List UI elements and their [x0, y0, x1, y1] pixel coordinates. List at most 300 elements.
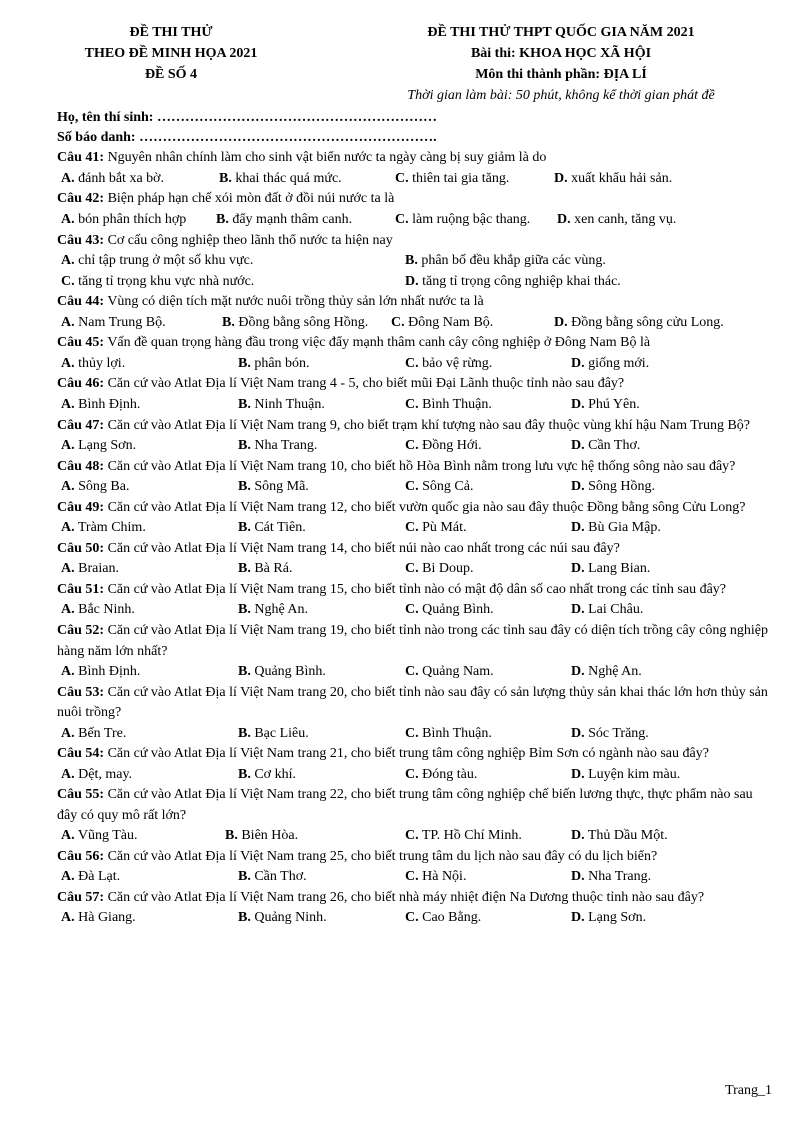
question-label: Câu 42: — [57, 191, 105, 207]
answer-option — [405, 908, 481, 929]
option-text: Sóc Trăng. — [588, 725, 649, 741]
option-text: Nghệ An. — [588, 664, 642, 679]
option-text: Sông Cả. — [422, 479, 474, 495]
option-key: B. — [222, 314, 235, 330]
question-label: Câu 56: — [57, 848, 105, 864]
question-text: Nguyên nhân chính làm cho sinh vật biển nước ta ngày càng bị suy giảm là do — [107, 150, 547, 166]
option-text: xen canh, tăng vụ. — [574, 211, 677, 227]
option-key: D. — [571, 396, 585, 412]
option-key: D. — [554, 314, 568, 330]
answer-option — [61, 477, 129, 498]
question-list — [57, 148, 775, 929]
answer-option — [61, 600, 135, 621]
option-text: Nha Trang. — [254, 438, 318, 454]
question-stem — [57, 683, 775, 724]
option-text: Đồng Hới. — [422, 438, 482, 454]
header-exam-subject-group: Bài thi: KHOA HỌC XÃ HỘI — [470, 46, 652, 61]
answer-option — [216, 210, 352, 231]
option-key: B. — [238, 766, 251, 782]
option-key: C. — [395, 170, 409, 186]
question-label: Câu 57: — [57, 889, 105, 905]
answer-option — [557, 210, 676, 231]
answer-option — [405, 436, 482, 457]
option-key: B. — [238, 602, 251, 618]
option-key: B. — [238, 520, 251, 536]
option-text: Lạng Sơn. — [78, 438, 137, 454]
exam-content — [57, 108, 775, 929]
answer-option — [238, 518, 306, 539]
option-key: A. — [61, 314, 75, 330]
option-text: Hà Nội. — [422, 869, 467, 885]
option-text: Đà Lạt. — [78, 869, 121, 885]
answer-option — [571, 477, 655, 498]
option-text: Nghệ An. — [254, 602, 309, 618]
answer-option — [405, 518, 466, 539]
question-stem — [57, 333, 775, 354]
answer-option — [571, 724, 649, 745]
answer-option — [61, 559, 119, 580]
question-label: Câu 52: — [57, 623, 105, 638]
answer-option — [61, 662, 140, 683]
answer-option — [222, 313, 368, 334]
answer-option — [219, 169, 342, 190]
header-exam-type: ĐỀ THI THỬ — [129, 25, 213, 40]
option-key: B. — [238, 355, 251, 371]
option-row — [57, 169, 775, 190]
question-stem — [57, 189, 775, 210]
option-text: Bình Định. — [78, 396, 141, 412]
answer-option — [405, 395, 492, 416]
option-key: B. — [219, 170, 232, 186]
option-key: D. — [571, 725, 585, 741]
option-text: Cần Thơ. — [254, 869, 307, 885]
question-text: Căn cứ vào Atlat Địa lí Việt Nam trang 20, cho biết tỉnh nào sau đây có sản lượng thủy sản khai thác lớn hơn thủy sản nuôi trồng? — [57, 684, 768, 721]
question-stem — [57, 621, 775, 662]
question-text: Căn cứ vào Atlat Địa lí Việt Nam trang 4 - 5, cho biết mũi Đại Lãnh thuộc tỉnh nào sau đây? — [107, 376, 625, 392]
option-text: Bi Doup. — [422, 561, 474, 577]
option-key: C. — [395, 211, 409, 227]
option-key: B. — [238, 869, 251, 885]
option-key: D. — [571, 602, 585, 618]
answer-option — [61, 518, 146, 539]
option-key: D. — [571, 828, 585, 844]
option-text: Quảng Bình. — [254, 664, 326, 679]
question-block — [57, 416, 775, 457]
option-key: B. — [238, 438, 251, 454]
option-text: Ninh Thuận. — [254, 396, 325, 412]
option-text: Pù Mát. — [422, 520, 467, 536]
question-text: Cơ cấu công nghiệp theo lãnh thổ nước ta hiện nay — [107, 232, 393, 248]
option-text: Đông Nam Bộ. — [408, 314, 494, 330]
option-key: C. — [405, 766, 419, 782]
question-stem — [57, 374, 775, 395]
header-right — [341, 22, 781, 106]
option-text: Braian. — [78, 561, 119, 577]
option-text: Tràm Chim. — [77, 520, 146, 536]
question-label: Câu 45: — [57, 335, 105, 351]
answer-option — [571, 826, 668, 847]
option-key: B. — [238, 396, 251, 412]
header-exam-basis: THEO ĐỀ MINH HỌA 2021 — [84, 46, 258, 61]
option-text: Vũng Tàu. — [77, 828, 138, 844]
question-block — [57, 292, 775, 333]
option-text: Phú Yên. — [588, 396, 640, 412]
question-block — [57, 888, 775, 929]
option-key: B. — [238, 910, 251, 926]
option-text: đánh bắt xa bờ. — [78, 170, 165, 186]
answer-option — [61, 354, 125, 375]
option-key: B. — [238, 479, 251, 495]
question-text: Căn cứ vào Atlat Địa lí Việt Nam trang 14, cho biết núi nào cao nhất trong các núi sau đây? — [107, 540, 620, 556]
option-key: C. — [405, 355, 419, 371]
option-row — [57, 765, 775, 786]
answer-option — [238, 477, 309, 498]
question-text: Căn cứ vào Atlat Địa lí Việt Nam trang 26, cho biết nhà máy nhiệt điện Na Dương thuộc tỉnh nào sau đây? — [107, 889, 705, 905]
answer-option — [405, 272, 621, 293]
option-text: Quảng Bình. — [422, 602, 494, 618]
option-row — [57, 210, 775, 231]
candidate-id-field: Số báo danh: ………………………………………………………. — [57, 130, 437, 146]
option-key: C. — [391, 314, 405, 330]
option-key: C. — [405, 869, 419, 885]
option-text: Bắc Ninh. — [78, 602, 135, 618]
answer-option — [61, 313, 166, 334]
question-block — [57, 457, 775, 498]
question-label: Câu 46: — [57, 376, 105, 392]
question-label: Câu 53: — [57, 684, 105, 700]
option-row — [57, 518, 775, 539]
answer-option — [238, 559, 292, 580]
question-text: Căn cứ vào Atlat Địa lí Việt Nam trang 10, cho biết hồ Hòa Bình nằm trong lưu vực hệ thống sông nào sau đây? — [107, 458, 736, 474]
question-label: Câu 55: — [57, 787, 105, 803]
question-stem — [57, 416, 775, 437]
answer-option — [405, 662, 494, 683]
option-text: Thủ Dầu Một. — [587, 828, 668, 844]
option-text: Lai Châu. — [588, 602, 644, 618]
answer-option — [238, 600, 308, 621]
option-key: D. — [571, 869, 585, 885]
question-block — [57, 498, 775, 539]
answer-option — [571, 395, 640, 416]
option-text: Sông Hồng. — [588, 479, 656, 495]
answer-option — [238, 765, 296, 786]
option-key: A. — [61, 602, 75, 618]
answer-option — [61, 908, 136, 929]
option-text: đẩy mạnh thâm canh. — [232, 211, 353, 227]
answer-option — [405, 867, 466, 888]
answer-option — [61, 867, 120, 888]
option-key: C. — [405, 725, 419, 741]
answer-option — [405, 354, 492, 375]
option-key: A. — [61, 170, 75, 186]
option-key: D. — [554, 170, 568, 186]
option-text: phân bố đều khắp giữa các vùng. — [421, 253, 606, 269]
option-key: D. — [571, 355, 585, 371]
answer-option — [238, 436, 317, 457]
option-text: Nha Trang. — [588, 869, 652, 885]
question-text: Vấn đề quan trọng hàng đầu trong việc đẩy mạnh thâm canh cây công nghiệp ở Đông Nam Bộ là — [107, 335, 651, 351]
question-text: Căn cứ vào Atlat Địa lí Việt Nam trang 12, cho biết vườn quốc gia nào sau đây thuộc Đồng bằng sông Cửu Long? — [107, 499, 746, 515]
option-row — [57, 724, 775, 745]
answer-option — [571, 765, 680, 786]
answer-option — [571, 662, 642, 683]
option-text: Bà Rá. — [254, 561, 293, 577]
answer-option — [405, 477, 473, 498]
option-text: Quảng Nam. — [422, 664, 494, 679]
option-text: Quảng Ninh. — [254, 910, 327, 926]
option-row — [57, 354, 775, 375]
option-key: A. — [61, 396, 75, 412]
question-stem — [57, 744, 775, 765]
question-stem — [57, 231, 775, 252]
answer-option — [225, 826, 298, 847]
answer-option — [405, 724, 492, 745]
header-exam-number: ĐỀ SỐ 4 — [144, 67, 198, 82]
question-label: Câu 50: — [57, 540, 105, 556]
answer-option — [61, 251, 253, 272]
answer-option — [571, 354, 649, 375]
option-row — [57, 251, 775, 272]
option-text: Cần Thơ. — [588, 438, 641, 454]
option-row — [57, 826, 775, 847]
option-text: Cơ khí. — [254, 766, 296, 782]
answer-option — [395, 169, 509, 190]
answer-option — [405, 251, 606, 272]
option-text: Luyện kim màu. — [588, 766, 681, 782]
option-text: Sông Ba. — [78, 479, 130, 495]
page-number: Trang_1 — [725, 1083, 772, 1098]
answer-option — [571, 518, 661, 539]
answer-option — [61, 210, 186, 231]
answer-option — [238, 395, 325, 416]
option-text: Cao Bằng. — [422, 910, 482, 926]
option-text: TP. Hồ Chí Minh. — [421, 828, 522, 844]
option-text: Bình Thuận. — [422, 396, 492, 412]
answer-option — [571, 559, 650, 580]
option-key: A. — [61, 355, 75, 371]
answer-option — [405, 600, 494, 621]
option-key: D. — [571, 561, 585, 577]
option-text: Bù Gia Mập. — [588, 520, 661, 536]
option-key: A. — [61, 910, 75, 926]
header-exam-title: ĐỀ THI THỬ THPT QUỐC GIA NĂM 2021 — [427, 25, 695, 40]
question-stem — [57, 498, 775, 519]
option-key: A. — [61, 828, 75, 844]
option-key: A. — [61, 438, 75, 454]
option-key: C. — [405, 438, 419, 454]
question-text: Căn cứ vào Atlat Địa lí Việt Nam trang 25, cho biết trung tâm du lịch nào sau đây có du lịch biển? — [107, 848, 658, 864]
option-key: A. — [61, 520, 75, 536]
option-text: Nam Trung Bộ. — [78, 314, 166, 330]
answer-option — [61, 395, 140, 416]
question-stem — [57, 847, 775, 868]
header-exam-subject: Môn thi thành phần: ĐỊA LÍ — [475, 67, 647, 82]
question-label: Câu 49: — [57, 499, 105, 515]
option-text: Bình Thuận. — [422, 725, 492, 741]
answer-option — [238, 662, 326, 683]
option-key: B. — [225, 828, 238, 844]
question-text: Căn cứ vào Atlat Địa lí Việt Nam trang 21, cho biết trung tâm công nghiệp Bỉm Sơn có ngành nào sau đây? — [107, 746, 709, 762]
option-key: C. — [405, 602, 419, 618]
candidate-name-field: Họ, tên thí sinh: …………………………………………………… — [57, 110, 437, 125]
option-key: B. — [238, 561, 251, 577]
option-key: A. — [61, 211, 75, 227]
answer-option — [571, 600, 643, 621]
question-stem — [57, 457, 775, 478]
option-key: A. — [61, 725, 75, 741]
option-key: D. — [571, 664, 585, 679]
answer-option — [238, 908, 327, 929]
answer-option — [61, 724, 126, 745]
question-label: Câu 54: — [57, 746, 105, 762]
question-text: Căn cứ vào Atlat Địa lí Việt Nam trang 15, cho biết tỉnh nào có mật độ dân số cao nhất trong các tỉnh sau đây? — [107, 581, 726, 597]
option-text: Hà Giang. — [78, 910, 136, 926]
option-key: C. — [405, 479, 419, 495]
answer-option — [61, 169, 164, 190]
option-key: B. — [238, 725, 251, 741]
question-label: Câu 41: — [57, 150, 105, 166]
option-text: Đồng bằng sông cửu Long. — [571, 314, 724, 330]
answer-option — [395, 210, 530, 231]
exam-header — [56, 22, 754, 108]
option-text: Cát Tiên. — [254, 520, 306, 536]
option-key: C. — [405, 520, 419, 536]
question-block — [57, 785, 775, 847]
question-block — [57, 744, 775, 785]
option-text: thủy lợi. — [78, 355, 126, 371]
option-text: chỉ tập trung ở một số khu vực. — [78, 253, 254, 269]
answer-option — [405, 765, 477, 786]
answer-option — [391, 313, 493, 334]
question-block — [57, 621, 775, 683]
option-key: A. — [61, 869, 75, 885]
question-text: Biện pháp hạn chế xói mòn đất ở đồi núi nước ta là — [107, 191, 395, 207]
answer-option — [238, 354, 310, 375]
option-text: khai thác quá mức. — [235, 170, 342, 186]
option-text: Bạc Liêu. — [254, 725, 309, 741]
question-stem — [57, 539, 775, 560]
option-key: D. — [571, 766, 585, 782]
option-text: Đóng tàu. — [422, 766, 478, 782]
option-key: A. — [61, 561, 75, 577]
option-key: C. — [405, 910, 419, 926]
answer-option — [61, 436, 136, 457]
option-key: D. — [571, 438, 585, 454]
answer-option — [61, 272, 254, 293]
answer-option — [571, 908, 646, 929]
option-text: thiên tai gia tăng. — [412, 170, 510, 186]
option-text: bảo vệ rừng. — [422, 355, 493, 371]
question-label: Câu 43: — [57, 232, 105, 248]
option-row — [57, 395, 775, 416]
option-text: Lang Bian. — [588, 561, 651, 577]
option-key: D. — [571, 520, 585, 536]
question-label: Câu 51: — [57, 581, 105, 597]
answer-option — [61, 826, 138, 847]
question-block — [57, 374, 775, 415]
option-text: phân bón. — [254, 355, 310, 371]
question-block — [57, 847, 775, 888]
question-text: Vùng có diện tích mặt nước nuôi trồng thủy sản lớn nhất nước ta là — [107, 294, 484, 310]
option-text: xuất khẩu hải sản. — [571, 170, 673, 186]
option-key: B. — [238, 664, 251, 679]
option-key: D. — [571, 910, 585, 926]
option-key: C. — [405, 664, 419, 679]
question-stem — [57, 580, 775, 601]
option-key: D. — [557, 211, 571, 227]
option-text: Bến Tre. — [78, 725, 127, 741]
option-key: C. — [61, 273, 75, 289]
option-text: Lạng Sơn. — [588, 910, 647, 926]
option-text: Sông Mã. — [254, 479, 309, 495]
question-block — [57, 189, 775, 230]
question-block — [57, 539, 775, 580]
answer-option — [554, 169, 672, 190]
question-stem — [57, 888, 775, 909]
option-key: A. — [61, 766, 75, 782]
option-text: giống mới. — [588, 355, 650, 371]
answer-option — [554, 313, 724, 334]
question-block — [57, 148, 775, 189]
option-text: Đồng bằng sông Hồng. — [238, 314, 369, 330]
option-key: C. — [405, 828, 419, 844]
option-row — [57, 662, 775, 683]
answer-option — [571, 436, 640, 457]
option-row — [57, 559, 775, 580]
answer-option — [61, 765, 132, 786]
option-row — [57, 436, 775, 457]
question-stem — [57, 785, 775, 826]
question-text: Căn cứ vào Atlat Địa lí Việt Nam trang 22, cho biết trung tâm công nghiệp chế biến lương thực, thực phẩm nào sau đây có quy mô rất lớn? — [57, 787, 753, 823]
question-stem — [57, 148, 775, 169]
option-key: A. — [61, 253, 75, 269]
option-key: A. — [61, 479, 75, 495]
option-text: Bình Định. — [78, 664, 141, 679]
option-key: B. — [405, 253, 418, 269]
answer-option — [238, 867, 307, 888]
option-key: A. — [61, 664, 75, 679]
option-row — [57, 600, 775, 621]
question-block — [57, 683, 775, 745]
header-exam-time: Thời gian làm bài: 50 phút, không kể thời gian phát đề — [407, 88, 715, 103]
option-key: D. — [571, 479, 585, 495]
question-text: Căn cứ vào Atlat Địa lí Việt Nam trang 9, cho biết trạm khí tượng nào sau đây thuộc vùng khí hậu Nam Trung Bộ? — [107, 417, 750, 433]
option-row — [57, 867, 775, 888]
option-row — [57, 477, 775, 498]
option-text: bón phân thích hợp — [78, 211, 187, 227]
answer-option — [405, 559, 473, 580]
option-key: B. — [216, 211, 229, 227]
option-key: C. — [405, 396, 419, 412]
answer-option — [571, 867, 651, 888]
answer-option — [238, 724, 309, 745]
option-key: D. — [405, 273, 419, 289]
option-row — [57, 272, 775, 293]
question-label: Câu 47: — [57, 417, 105, 433]
question-stem — [57, 292, 775, 313]
question-label: Câu 48: — [57, 458, 105, 474]
question-label: Câu 44: — [57, 294, 105, 310]
answer-option — [405, 826, 522, 847]
option-key: C. — [405, 561, 419, 577]
option-text: tăng tỉ trọng công nghiệp khai thác. — [422, 273, 621, 289]
option-text: Biên Hòa. — [241, 828, 299, 844]
option-text: Dệt, may. — [78, 766, 133, 782]
question-text: Căn cứ vào Atlat Địa lí Việt Nam trang 19, cho biết tỉnh nào trong các tỉnh sau đây có diện tích trồng cây công nghiệp hàng năm lớn nhất? — [57, 623, 768, 659]
option-text: làm ruộng bậc thang. — [412, 211, 531, 227]
header-left — [56, 22, 286, 85]
option-row — [57, 908, 775, 929]
